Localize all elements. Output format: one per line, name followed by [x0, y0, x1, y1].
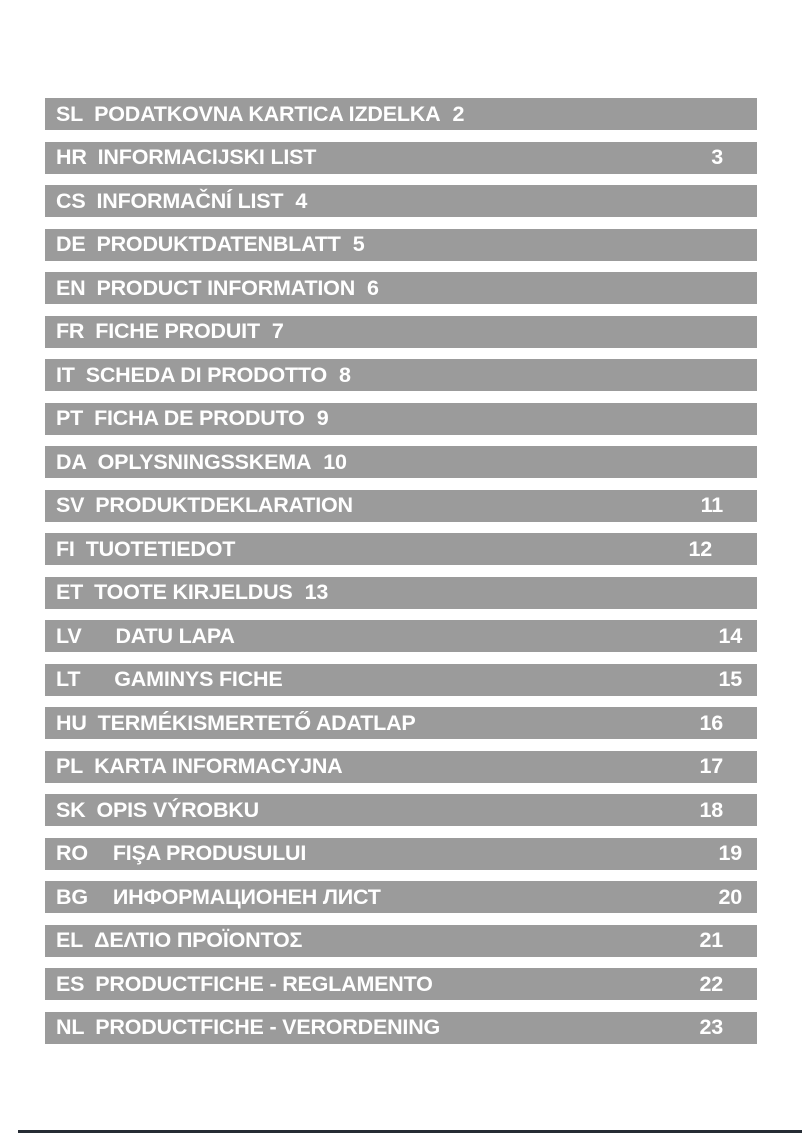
page-number: 10: [323, 449, 347, 474]
page-number: 14: [718, 623, 742, 648]
page-number: 9: [316, 406, 329, 430]
page-number: 13: [304, 580, 329, 604]
entry-title: PRODUCTFICHE - VERORDENING: [95, 1015, 441, 1039]
language-code: FI: [56, 536, 75, 561]
language-code: DA: [56, 449, 87, 474]
language-code: LV: [56, 623, 82, 648]
language-code: NL: [56, 1015, 85, 1039]
page-number: 6: [367, 275, 379, 300]
toc-entry: [45, 968, 757, 1000]
language-code: HU: [56, 710, 87, 735]
page-number: 19: [718, 841, 742, 865]
toc-entry: [45, 98, 757, 130]
entry-title: PODATKOVNA KARTICA IZDELKA: [94, 101, 441, 126]
entry-title: TUOTETIEDOT: [85, 536, 236, 561]
language-code: ET: [56, 580, 84, 604]
toc-entry: [45, 272, 757, 304]
page-number: 22: [699, 971, 723, 996]
language-code: PL: [56, 754, 84, 778]
language-code: EN: [56, 275, 86, 300]
toc-entry: [45, 751, 757, 783]
page-number: 12: [688, 536, 712, 561]
page-number: 16: [699, 710, 723, 735]
page-number: 15: [718, 667, 742, 691]
page-number: 5: [352, 232, 365, 256]
entry-title: INFORMAČNÍ LIST: [96, 188, 284, 213]
language-code: PT: [56, 406, 84, 430]
toc-entry: [45, 142, 757, 174]
page-number: 23: [699, 1015, 723, 1039]
entry-title: TERMÉKISMERTETŐ ADATLAP: [97, 710, 416, 735]
language-code: CS: [56, 188, 86, 213]
language-code: HR: [56, 145, 87, 169]
language-code: BG: [56, 884, 88, 909]
toc-entry: [45, 838, 757, 870]
entry-title: PRODUKTDATENBLATT: [96, 232, 341, 256]
entry-title: FICHE PRODUIT: [95, 319, 260, 343]
page-number: 18: [699, 797, 723, 822]
entry-title: GAMINYS FICHE: [114, 667, 283, 691]
toc-entry: [45, 925, 757, 957]
toc-entry: [45, 577, 757, 609]
toc-entry: [45, 881, 757, 913]
entry-title: TOOTE KIRJELDUS: [94, 580, 293, 604]
toc-entry: [45, 620, 757, 652]
toc-entry: [45, 707, 757, 739]
toc-entry: [45, 1012, 757, 1044]
bottom-rule: [18, 1130, 802, 1133]
page-number: 8: [339, 362, 351, 387]
page-number: 11: [700, 493, 723, 517]
language-code: EL: [56, 928, 84, 952]
entry-title: ΔΕΛΤΙΟ ΠΡΟΪΟΝΤΟΣ: [94, 928, 303, 952]
toc-entry: [45, 185, 757, 217]
language-code: SL: [56, 101, 84, 126]
entry-title: ИНФОРМАЦИОНЕН ЛИСТ: [112, 884, 381, 909]
language-code: SV: [56, 493, 85, 517]
toc-entry: [45, 446, 757, 478]
page-number: 3: [711, 145, 723, 169]
table-of-contents: [45, 98, 757, 1055]
entry-title: INFORMACIJSKI LIST: [97, 145, 317, 169]
toc-entry: [45, 359, 757, 391]
language-code: IT: [56, 362, 75, 387]
toc-entry: [45, 316, 757, 348]
toc-entry: [45, 794, 757, 826]
entry-title: PRODUCTFICHE - REGLAMENTO: [95, 971, 433, 996]
page-number: 2: [452, 101, 465, 126]
page-number: 17: [699, 754, 723, 778]
entry-title: DATU LAPA: [115, 623, 235, 648]
language-code: SK: [56, 797, 86, 822]
entry-title: OPIS VÝROBKU: [96, 797, 259, 822]
entry-title: FICHA DE PRODUTO: [94, 406, 305, 430]
toc-entry: [45, 490, 757, 522]
entry-title: KARTA INFORMACYJNA: [94, 754, 343, 778]
toc-entry: [45, 403, 757, 435]
page-number: 7: [271, 319, 284, 343]
language-code: LT: [56, 667, 81, 691]
entry-title: SCHEDA DI PRODOTTO: [85, 362, 327, 387]
entry-title: OPLYSNINGSSKEMA: [97, 449, 312, 474]
page-number: 21: [699, 928, 723, 952]
toc-entry: [45, 229, 757, 261]
language-code: RO: [56, 841, 88, 865]
toc-entry: [45, 533, 757, 565]
entry-title: PRODUKTDEKLARATION: [95, 493, 353, 517]
language-code: ES: [56, 971, 85, 996]
language-code: DE: [56, 232, 86, 256]
language-code: FR: [56, 319, 85, 343]
entry-title: PRODUCT INFORMATION: [96, 275, 356, 300]
page-number: 4: [295, 188, 308, 213]
toc-entry: [45, 664, 757, 696]
entry-title: FIŞA PRODUSULUI: [112, 841, 307, 865]
page-number: 20: [718, 884, 742, 909]
